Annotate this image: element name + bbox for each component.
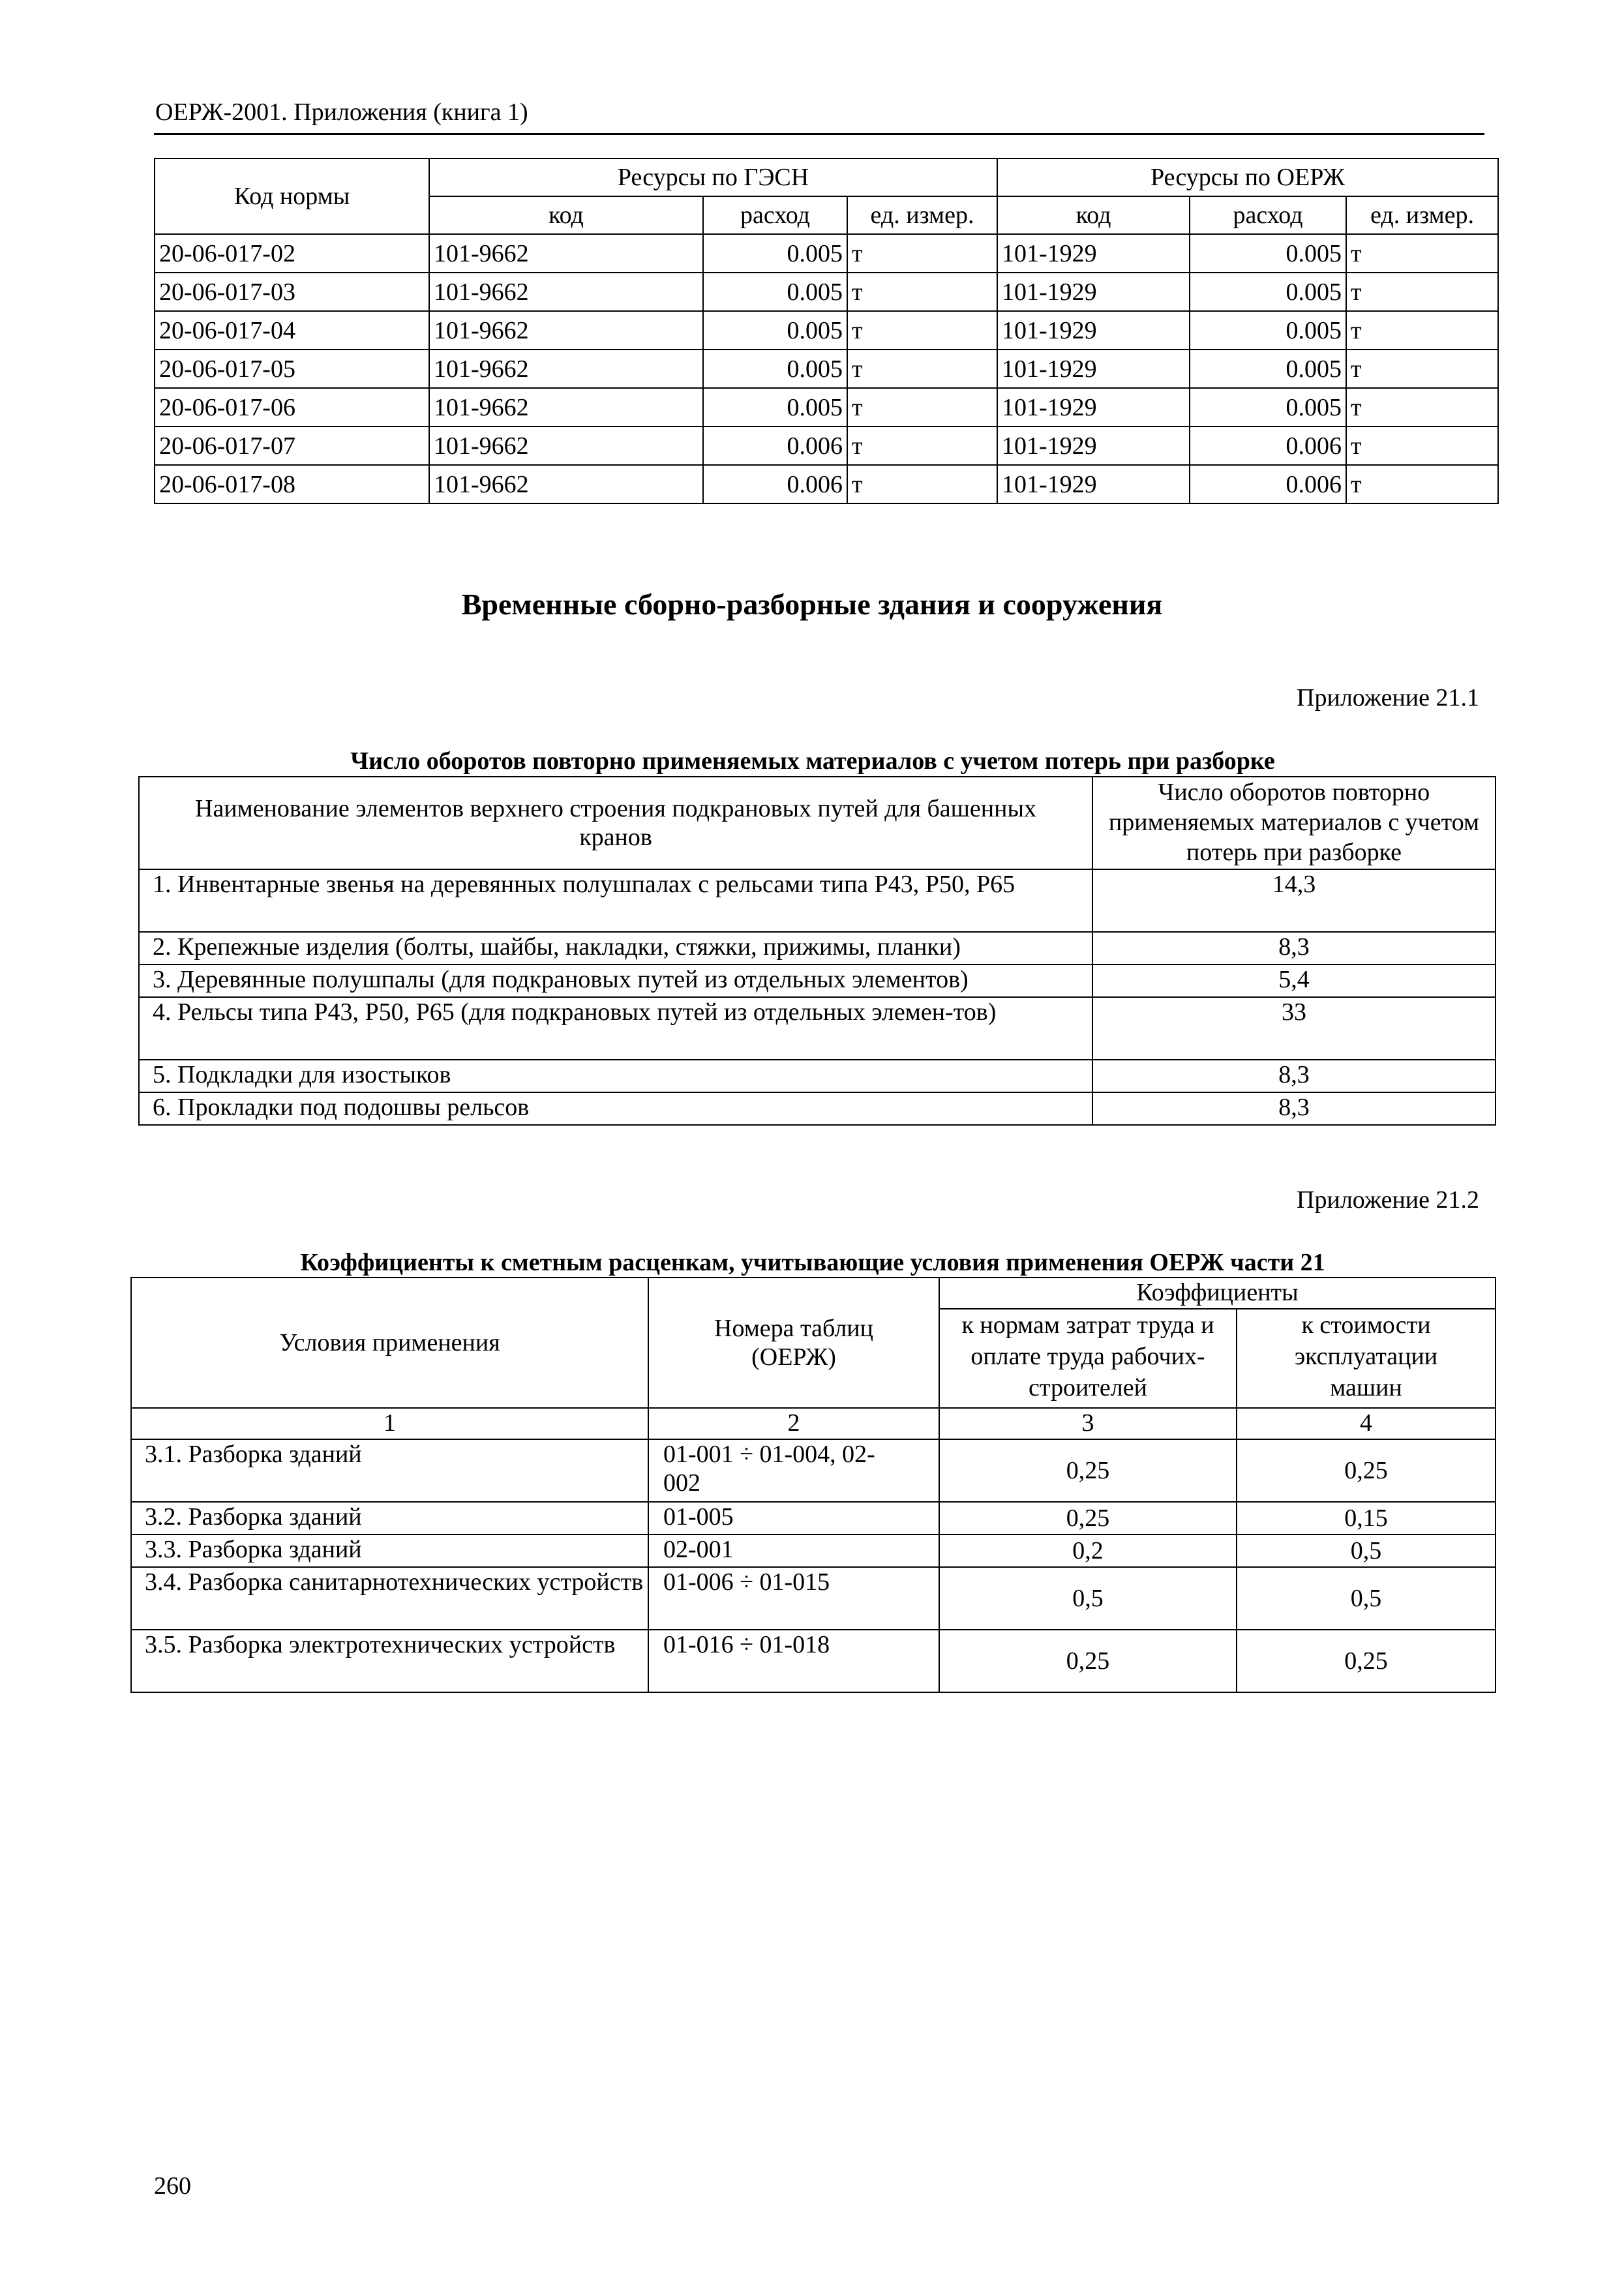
cell-condition: 3.1. Разборка зданий	[131, 1439, 648, 1502]
cell-element: 4. Рельсы типа Р43, Р50, Р65 (для подкрановых путей из отдельных элемен-тов)	[139, 997, 1092, 1060]
header-gesn-rate: расход	[703, 196, 847, 234]
table-row	[155, 388, 1498, 426]
cell-gesn-rate: 0.005	[703, 234, 847, 273]
cell-condition: 3.5. Разборка электротехнических устройств	[131, 1630, 648, 1692]
cell-element: 6. Прокладки под подошвы рельсов	[139, 1092, 1092, 1125]
cell-machine-coef: 0,25	[1237, 1630, 1496, 1692]
cell-oerzh-unit: т	[1346, 388, 1498, 426]
table-row	[139, 932, 1496, 965]
cell-code: 20-06-017-03	[155, 273, 429, 311]
cell-oerzh-rate: 0.006	[1190, 465, 1346, 503]
cell-gesn-code: 101-9662	[429, 465, 703, 503]
cell-oerzh-code: 101-1929	[997, 465, 1190, 503]
table-row	[131, 1502, 1496, 1534]
cell-oerzh-code: 101-1929	[997, 234, 1190, 273]
header-oerzh-code: код	[997, 196, 1190, 234]
table-row	[131, 1630, 1496, 1692]
cell-count: 5,4	[1092, 965, 1496, 997]
cell-gesn-rate: 0.005	[703, 388, 847, 426]
cell-table-numbers: 01-001 ÷ 01-004, 02-002	[648, 1439, 939, 1502]
cell-condition: 3.3. Разборка зданий	[131, 1534, 648, 1567]
appendix-label-21-1: Приложение 21.1	[1297, 684, 1479, 711]
cell-gesn-code: 101-9662	[429, 350, 703, 388]
table-row	[155, 350, 1498, 388]
table-caption-21-2: Коэффициенты к сметным расценкам, учитывающие условия применения ОЕРЖ части 21	[300, 1249, 1325, 1276]
cell-gesn-unit: т	[847, 465, 997, 503]
header-gesn-code: код	[429, 196, 703, 234]
table-row	[139, 1092, 1496, 1125]
table-row	[139, 869, 1496, 932]
cell-code: 20-06-017-04	[155, 311, 429, 350]
table-row	[139, 1060, 1496, 1092]
header-element-name: Наименование элементов верхнего строения подкрановых путей для башенных кранов	[139, 777, 1092, 869]
cell-oerzh-code: 101-1929	[997, 426, 1190, 465]
cell-count: 33	[1092, 997, 1496, 1060]
cell-oerzh-rate: 0.005	[1190, 311, 1346, 350]
table-row	[155, 311, 1498, 350]
cell-oerzh-unit: т	[1346, 426, 1498, 465]
cell-gesn-code: 101-9662	[429, 273, 703, 311]
cell-gesn-unit: т	[847, 426, 997, 465]
header-code-norm: Код нормы	[155, 158, 429, 234]
cell-oerzh-code: 101-1929	[997, 350, 1190, 388]
cell-gesn-unit: т	[847, 311, 997, 350]
cell-element: 5. Подкладки для изостыков	[139, 1060, 1092, 1092]
cell-count: 14,3	[1092, 869, 1496, 932]
header-oerzh-group: Ресурсы по ОЕРЖ	[997, 158, 1498, 196]
table-row	[155, 426, 1498, 465]
cell-gesn-rate: 0.005	[703, 311, 847, 350]
cell-count: 8,3	[1092, 1092, 1496, 1125]
column-number: 3	[939, 1408, 1237, 1439]
cell-oerzh-unit: т	[1346, 311, 1498, 350]
header-conditions: Условия применения	[131, 1278, 648, 1408]
coefficients-table	[130, 1277, 1496, 1693]
cell-gesn-code: 101-9662	[429, 388, 703, 426]
cell-table-numbers: 01-005	[648, 1502, 939, 1534]
cell-gesn-rate: 0.005	[703, 273, 847, 311]
cell-oerzh-rate: 0.005	[1190, 234, 1346, 273]
cell-code: 20-06-017-08	[155, 465, 429, 503]
cell-gesn-rate: 0.006	[703, 426, 847, 465]
cell-table-numbers: 01-016 ÷ 01-018	[648, 1630, 939, 1692]
cell-oerzh-rate: 0.005	[1190, 350, 1346, 388]
table-row	[155, 234, 1498, 273]
table-row	[139, 997, 1496, 1060]
table-row	[139, 965, 1496, 997]
cell-code: 20-06-017-02	[155, 234, 429, 273]
cell-gesn-unit: т	[847, 273, 997, 311]
cell-gesn-rate: 0.005	[703, 350, 847, 388]
cell-oerzh-code: 101-1929	[997, 388, 1190, 426]
cell-condition: 3.2. Разборка зданий	[131, 1502, 648, 1534]
cell-code: 20-06-017-05	[155, 350, 429, 388]
cell-gesn-unit: т	[847, 388, 997, 426]
table-row	[131, 1567, 1496, 1630]
table-row	[131, 1439, 1496, 1502]
cell-gesn-unit: т	[847, 350, 997, 388]
column-number: 1	[131, 1408, 648, 1439]
cell-gesn-code: 101-9662	[429, 234, 703, 273]
column-number: 2	[648, 1408, 939, 1439]
cell-gesn-code: 101-9662	[429, 311, 703, 350]
cell-labor-coef: 0,25	[939, 1502, 1237, 1534]
reuse-cycles-table	[138, 776, 1496, 1126]
cell-count: 8,3	[1092, 1060, 1496, 1092]
cell-oerzh-rate: 0.005	[1190, 388, 1346, 426]
header-oerzh-rate: расход	[1190, 196, 1346, 234]
table-row	[155, 465, 1498, 503]
section-title: Временные сборно-разборные здания и сооружения	[461, 588, 1163, 621]
header-gesn-group: Ресурсы по ГЭСН	[429, 158, 997, 196]
appendix-label-21-2: Приложение 21.2	[1297, 1186, 1479, 1214]
cell-labor-coef: 0,25	[939, 1439, 1237, 1502]
running-header: ОЕРЖ-2001. Приложения (книга 1)	[155, 98, 528, 126]
cell-oerzh-code: 101-1929	[997, 273, 1190, 311]
header-coefficients: Коэффициенты	[939, 1278, 1496, 1309]
cell-labor-coef: 0,25	[939, 1630, 1237, 1692]
cell-oerzh-unit: т	[1346, 273, 1498, 311]
cell-element: 2. Крепежные изделия (болты, шайбы, накладки, стяжки, прижимы, планки)	[139, 932, 1092, 965]
cell-code: 20-06-017-07	[155, 426, 429, 465]
cell-machine-coef: 0,5	[1237, 1567, 1496, 1630]
cell-machine-coef: 0,15	[1237, 1502, 1496, 1534]
cell-table-numbers: 02-001	[648, 1534, 939, 1567]
header-oerzh-unit: ед. измер.	[1346, 196, 1498, 234]
cell-labor-coef: 0,5	[939, 1567, 1237, 1630]
cell-element: 3. Деревянные полушпалы (для подкрановых путей из отдельных элементов)	[139, 965, 1092, 997]
column-number: 4	[1237, 1408, 1496, 1439]
cell-code: 20-06-017-06	[155, 388, 429, 426]
cell-condition: 3.4. Разборка санитарнотехнических устройств	[131, 1567, 648, 1630]
resources-table	[154, 158, 1499, 504]
cell-oerzh-rate: 0.006	[1190, 426, 1346, 465]
header-table-numbers: Номера таблиц (ОЕРЖ)	[648, 1278, 939, 1408]
cell-oerzh-unit: т	[1346, 350, 1498, 388]
cell-gesn-code: 101-9662	[429, 426, 703, 465]
cell-count: 8,3	[1092, 932, 1496, 965]
header-machine-coef: к стоимости эксплуатации машин	[1237, 1309, 1496, 1408]
cell-oerzh-unit: т	[1346, 465, 1498, 503]
cell-machine-coef: 0,25	[1237, 1439, 1496, 1502]
cell-oerzh-rate: 0.005	[1190, 273, 1346, 311]
header-labor-coef: к нормам затрат труда и оплате труда рабочих-строителей	[939, 1309, 1237, 1408]
table-row	[131, 1534, 1496, 1567]
header-gesn-unit: ед. измер.	[847, 196, 997, 234]
cell-gesn-rate: 0.006	[703, 465, 847, 503]
table-caption-21-1: Число оборотов повторно применяемых материалов с учетом потерь при разборке	[350, 747, 1275, 775]
cell-machine-coef: 0,5	[1237, 1534, 1496, 1567]
header-rule	[154, 133, 1484, 135]
cell-element: 1. Инвентарные звенья на деревянных полушпалах с рельсами типа Р43, Р50, Р65	[139, 869, 1092, 932]
cell-gesn-unit: т	[847, 234, 997, 273]
cell-oerzh-code: 101-1929	[997, 311, 1190, 350]
table-row	[155, 273, 1498, 311]
page-number: 260	[154, 2172, 191, 2200]
cell-labor-coef: 0,2	[939, 1534, 1237, 1567]
cell-table-numbers: 01-006 ÷ 01-015	[648, 1567, 939, 1630]
header-cycle-count: Число оборотов повторно применяемых материалов с учетом потерь при разборке	[1092, 777, 1496, 869]
cell-oerzh-unit: т	[1346, 234, 1498, 273]
